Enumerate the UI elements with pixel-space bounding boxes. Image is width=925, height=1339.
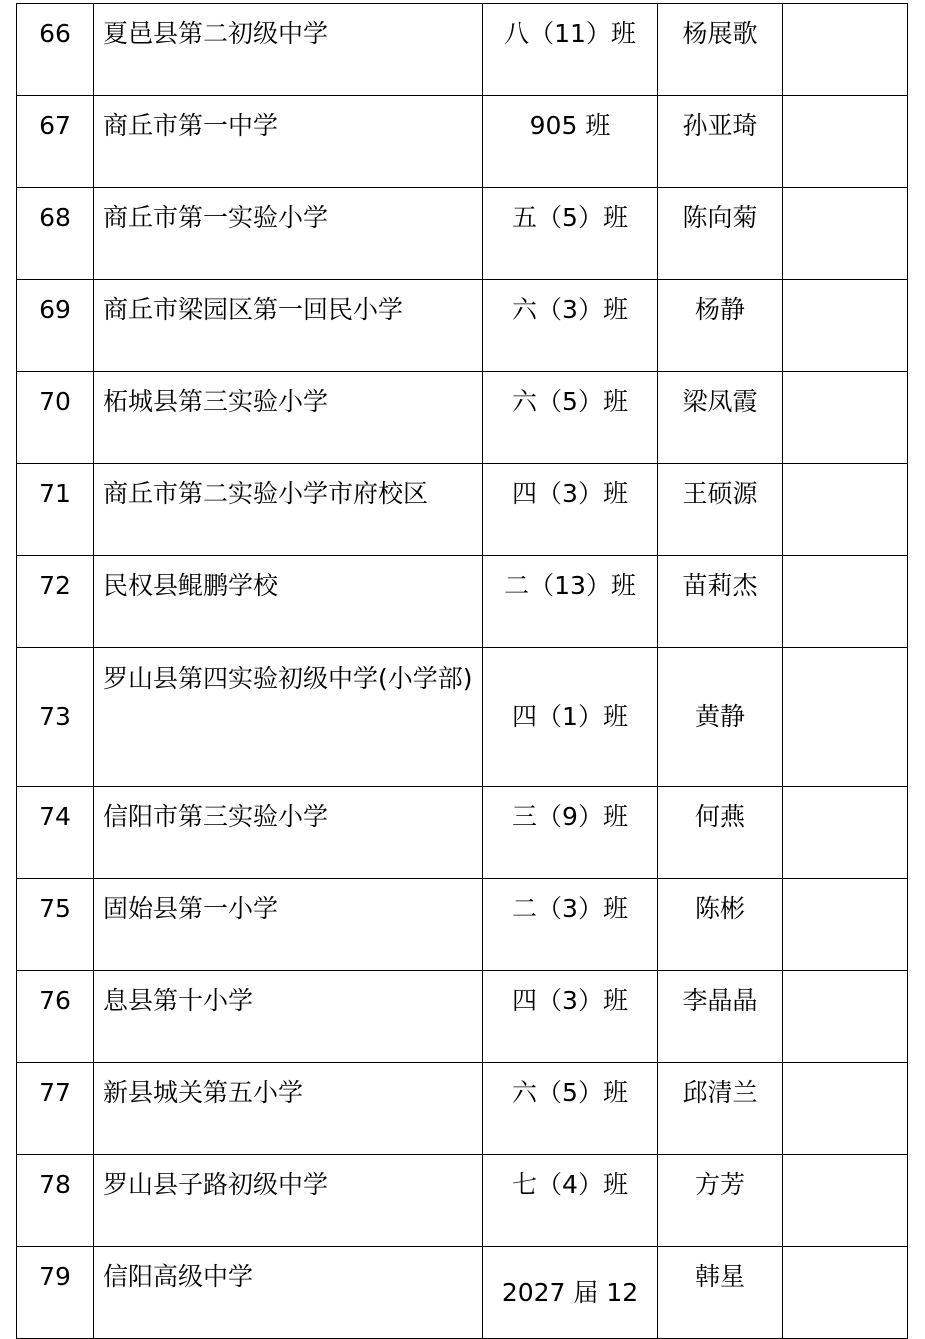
class-name: 905 班	[483, 96, 658, 188]
school-name: 罗山县第四实验初级中学(小学部)	[94, 648, 483, 787]
teacher-name: 杨静	[658, 280, 783, 372]
school-name: 商丘市第二实验小学市府校区	[94, 464, 483, 556]
table-row	[17, 280, 908, 372]
teacher-name: 梁凤霞	[658, 372, 783, 464]
note-cell	[783, 280, 908, 372]
teacher-name: 邱清兰	[658, 1063, 783, 1155]
school-name: 信阳市第三实验小学	[94, 787, 483, 879]
roster-table	[16, 3, 908, 1339]
table-row	[17, 4, 908, 96]
teacher-name: 陈向菊	[658, 188, 783, 280]
note-cell	[783, 648, 908, 787]
school-name: 民权县鲲鹏学校	[94, 556, 483, 648]
school-name: 罗山县子路初级中学	[94, 1155, 483, 1247]
class-name: 2027 届 12	[483, 1247, 658, 1339]
row-number: 71	[17, 464, 94, 556]
class-name: 二（13）班	[483, 556, 658, 648]
teacher-name: 王硕源	[658, 464, 783, 556]
table-row	[17, 787, 908, 879]
note-cell	[783, 1247, 908, 1339]
row-number: 77	[17, 1063, 94, 1155]
row-number: 78	[17, 1155, 94, 1247]
table-row	[17, 1155, 908, 1247]
class-name: 四（1）班	[483, 648, 658, 787]
table-row	[17, 96, 908, 188]
school-name: 商丘市梁园区第一回民小学	[94, 280, 483, 372]
row-number: 74	[17, 787, 94, 879]
table-row	[17, 188, 908, 280]
school-name: 固始县第一小学	[94, 879, 483, 971]
teacher-name: 何燕	[658, 787, 783, 879]
row-number: 72	[17, 556, 94, 648]
row-number: 69	[17, 280, 94, 372]
class-name: 二（3）班	[483, 879, 658, 971]
school-name: 息县第十小学	[94, 971, 483, 1063]
teacher-name: 方芳	[658, 1155, 783, 1247]
row-number: 68	[17, 188, 94, 280]
table-row	[17, 648, 908, 787]
school-name: 商丘市第一实验小学	[94, 188, 483, 280]
table-row	[17, 464, 908, 556]
school-name: 商丘市第一中学	[94, 96, 483, 188]
note-cell	[783, 556, 908, 648]
row-number: 75	[17, 879, 94, 971]
class-name: 五（5）班	[483, 188, 658, 280]
note-cell	[783, 96, 908, 188]
note-cell	[783, 464, 908, 556]
teacher-name: 陈彬	[658, 879, 783, 971]
class-name: 六（3）班	[483, 280, 658, 372]
note-cell	[783, 879, 908, 971]
table-row	[17, 1063, 908, 1155]
school-name: 新县城关第五小学	[94, 1063, 483, 1155]
teacher-name: 苗莉杰	[658, 556, 783, 648]
table-row	[17, 372, 908, 464]
row-number: 76	[17, 971, 94, 1063]
table-row	[17, 1247, 908, 1339]
note-cell	[783, 4, 908, 96]
class-name: 八（11）班	[483, 4, 658, 96]
row-number: 66	[17, 4, 94, 96]
class-name: 六（5）班	[483, 1063, 658, 1155]
teacher-name: 韩星	[658, 1247, 783, 1339]
note-cell	[783, 372, 908, 464]
teacher-name: 孙亚琦	[658, 96, 783, 188]
note-cell	[783, 188, 908, 280]
class-name: 三（9）班	[483, 787, 658, 879]
school-name: 夏邑县第二初级中学	[94, 4, 483, 96]
note-cell	[783, 1155, 908, 1247]
table-row	[17, 879, 908, 971]
teacher-name: 黄静	[658, 648, 783, 787]
row-number: 79	[17, 1247, 94, 1339]
note-cell	[783, 787, 908, 879]
table-row	[17, 556, 908, 648]
row-number: 67	[17, 96, 94, 188]
school-name: 信阳高级中学	[94, 1247, 483, 1339]
roster-table-body	[17, 4, 908, 1339]
table-row	[17, 971, 908, 1063]
class-name: 四（3）班	[483, 971, 658, 1063]
class-name: 六（5）班	[483, 372, 658, 464]
row-number: 70	[17, 372, 94, 464]
row-number: 73	[17, 648, 94, 787]
class-name: 四（3）班	[483, 464, 658, 556]
teacher-name: 杨展歌	[658, 4, 783, 96]
note-cell	[783, 971, 908, 1063]
note-cell	[783, 1063, 908, 1155]
teacher-name: 李晶晶	[658, 971, 783, 1063]
school-name: 柘城县第三实验小学	[94, 372, 483, 464]
class-name: 七（4）班	[483, 1155, 658, 1247]
